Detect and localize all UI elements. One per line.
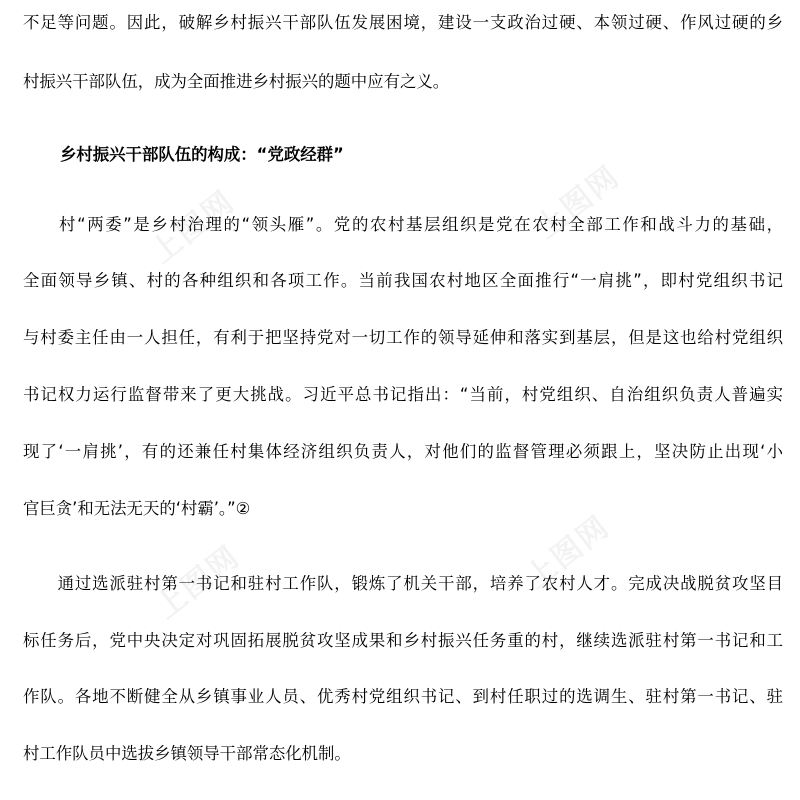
watermark: 上图网	[144, 184, 242, 271]
paragraph-line: 全面领导乡镇、村的各种组织和各项工作。当前我国农村地区全面推行“一肩挑”，即村党组织书记	[23, 271, 783, 290]
watermark: 上图网	[529, 159, 627, 246]
paragraph-line: 现了‘一肩挑’，有的还兼任村集体经济组织负责人，对他们的监督管理必须跟上，坚决防止出现‘小	[23, 442, 783, 461]
paragraph-line: 与村委主任由一人担任，有利于把坚持党对一切工作的领导延伸和落实到基层，但是这也给村党组织	[23, 328, 783, 347]
watermark: 上图网	[149, 539, 247, 626]
section-heading: 乡村振兴干部队伍的构成：“党政经群”	[60, 145, 344, 164]
paragraph-line: 通过选派驻村第一书记和驻村工作队，锻炼了机关干部，培养了农村人才。完成决战脱贫攻坚目	[23, 574, 783, 593]
paragraph-line: 作队。各地不断健全从乡镇事业人员、优秀村党组织书记、到村任职过的选调生、驻村第一书记、驻	[23, 687, 783, 706]
paragraph-line: 村工作队员中选拔乡镇领导干部常态化机制。	[23, 744, 351, 763]
paragraph-line: 标任务后，党中央决定对巩固拓展脱贫攻坚成果和乡村振兴任务重的村，继续选派驻村第一书记和工	[23, 631, 783, 650]
paragraph-line: 书记权力运行监督带来了更大挑战。习近平总书记指出：“当前，村党组织、自治组织负责人普遍实	[23, 385, 783, 404]
paragraph-line: 不足等问题。因此，破解乡村振兴干部队伍发展困境，建设一支政治过硬、本领过硬、作风过硬的乡	[23, 13, 783, 32]
paragraph-line: 官巨贪’和无法无天的‘村霸’。”②	[23, 499, 251, 518]
paragraph-line: 村振兴干部队伍，成为全面推进乡村振兴的题中应有之义。	[23, 72, 450, 91]
paragraph-line: 村“两委”是乡村治理的“领头雁”。党的农村基层组织是党在农村全部工作和战斗力的基础，	[23, 215, 783, 234]
watermark: 上图网	[519, 509, 617, 596]
